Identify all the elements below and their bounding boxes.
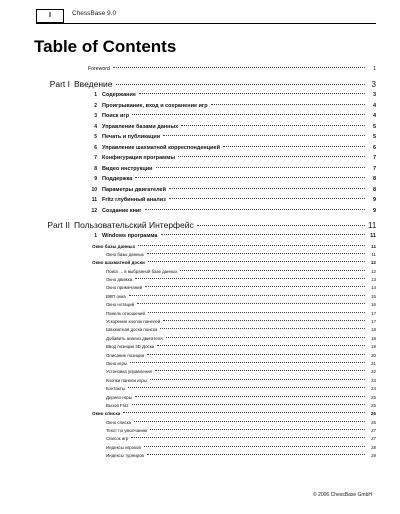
- toc-leader-dots: [139, 93, 365, 94]
- toc-page-number: 4: [372, 113, 376, 119]
- toc-page-number: 5: [372, 134, 376, 140]
- toc-entry-label: Видео инструкции: [102, 165, 153, 172]
- toc-entry[interactable]: [26, 369, 376, 377]
- toc-page-number: 11: [371, 251, 376, 257]
- toc-entry[interactable]: [26, 92, 376, 103]
- toc-page-number: 24: [371, 386, 376, 392]
- toc-entry-label: Окно игры: [106, 360, 128, 366]
- toc-page-number: 22: [371, 369, 376, 375]
- toc-page-number: 4: [372, 102, 376, 109]
- toc-entry[interactable]: [26, 166, 376, 177]
- toc-entry[interactable]: [26, 220, 376, 233]
- toc-leader-dots: [144, 446, 365, 447]
- toc-page-number: 11: [370, 233, 376, 239]
- toc-entry[interactable]: [26, 319, 376, 327]
- toc-leader-dots: [132, 404, 365, 405]
- toc-entry-label: Поиск ... в выбранной базе данных: [106, 268, 178, 274]
- toc-entry-label: Окно базы данных: [106, 251, 144, 257]
- toc-page-number: 14: [371, 285, 376, 291]
- toc-entry-label: Описание позиции: [106, 352, 145, 358]
- toc-entry-label: Foreword: [88, 66, 110, 72]
- toc-chapter-number: 8: [94, 165, 97, 172]
- toc-page-number: 21: [371, 360, 376, 366]
- toc-entry-label: Содержание: [102, 92, 136, 98]
- toc-leader-dots: [148, 261, 365, 262]
- toc-entry-label: Поиск игр: [102, 113, 130, 119]
- toc-entry[interactable]: [26, 134, 376, 145]
- toc-leader-dots: [181, 125, 365, 126]
- toc-leader-dots: [135, 396, 365, 397]
- toc-entry[interactable]: [26, 285, 376, 293]
- toc-entry[interactable]: [26, 252, 376, 260]
- toc-entry-label: Дерево игры: [106, 394, 132, 400]
- toc-page-number: 12: [370, 260, 376, 266]
- toc-entry[interactable]: [26, 403, 376, 411]
- toc-entry[interactable]: [26, 103, 376, 114]
- toc-leader-dots: [169, 198, 365, 199]
- toc-entry[interactable]: [26, 277, 376, 285]
- toc-leader-dots: [130, 362, 365, 363]
- toc-entry[interactable]: [26, 124, 376, 135]
- toc-entry[interactable]: [26, 336, 376, 344]
- toc-chapter-number: 10: [91, 186, 97, 193]
- toc-leader-dots: [160, 328, 365, 329]
- toc-entry[interactable]: [26, 66, 376, 77]
- toc-entry[interactable]: [26, 176, 376, 187]
- toc-page-number: 3: [371, 80, 376, 89]
- toc-entry[interactable]: [26, 395, 376, 403]
- toc-leader-dots: [113, 67, 365, 68]
- toc-entry-label: Панель отношений: [106, 310, 145, 316]
- toc-entry-label: Окно нотаций: [106, 302, 135, 308]
- toc-leader-dots: [155, 370, 365, 371]
- toc-entry[interactable]: [26, 260, 376, 268]
- toc-leader-dots: [166, 337, 365, 338]
- toc-entry[interactable]: [26, 445, 376, 453]
- toc-leader-dots: [123, 412, 365, 413]
- toc-leader-dots: [156, 167, 366, 168]
- toc-entry-label: Окно базы данных: [92, 243, 136, 249]
- toc-part-label: Part I: [49, 79, 70, 89]
- toc-entry[interactable]: [26, 353, 376, 361]
- toc-leader-dots: [128, 387, 365, 388]
- toc-page-number: 11: [368, 221, 377, 230]
- toc-page-number: 8: [372, 186, 376, 193]
- toc-entry[interactable]: [26, 311, 376, 319]
- toc-entry-label: Шахматная доска поиска: [106, 327, 158, 333]
- toc-entry-label: Список игр: [106, 436, 129, 442]
- toc-entry-label: Параметры двигателей: [102, 186, 166, 193]
- toc-entry-label: Конфигурация программы: [102, 155, 176, 161]
- toc-entry-label: Индексы турниров: [106, 453, 144, 459]
- toc-entry[interactable]: [26, 344, 376, 352]
- toc-entry[interactable]: [26, 79, 376, 92]
- toc-page-number: 7: [372, 165, 376, 172]
- toc-entry[interactable]: [26, 327, 376, 335]
- toc-entry[interactable]: [26, 294, 376, 302]
- toc-entry-label: Окно шахматной доски: [92, 260, 145, 266]
- toc-chapter-number: 1: [94, 233, 97, 239]
- toc-page-number: 5: [372, 123, 376, 130]
- toc-leader-dots: [134, 421, 365, 422]
- toc-page-number: 11: [371, 243, 376, 249]
- toc-entry-label: Кнопки панели игры: [106, 377, 147, 383]
- toc-entry[interactable]: [26, 187, 376, 198]
- table-of-contents: [26, 66, 376, 462]
- toc-entry-label: Создание книг: [102, 207, 142, 214]
- toc-entry[interactable]: [26, 411, 376, 419]
- toc-entry-label: ВФП окна: [106, 293, 126, 299]
- toc-entry-label: Добавить анализ двигателя: [106, 335, 163, 341]
- toc-entry[interactable]: [26, 208, 376, 219]
- toc-entry[interactable]: [26, 386, 376, 394]
- toc-entry[interactable]: [26, 378, 376, 386]
- toc-entry[interactable]: [26, 453, 376, 461]
- toc-chapter-number: 5: [94, 134, 97, 140]
- toc-entry[interactable]: [26, 361, 376, 369]
- toc-page-number: 25: [371, 402, 376, 408]
- toc-chapter-number: 4: [94, 123, 97, 130]
- toc-entry-label: Индексы игроков: [106, 444, 141, 450]
- header-rule: [36, 23, 376, 24]
- toc-entry[interactable]: [26, 436, 376, 444]
- toc-leader-dots: [131, 437, 365, 438]
- toc-entry[interactable]: [26, 302, 376, 310]
- toc-entry-label: Окно списка: [106, 419, 132, 425]
- toc-page-number: 12: [371, 268, 376, 274]
- toc-page-number: 18: [371, 335, 376, 341]
- toc-chapter-number: 7: [94, 155, 97, 161]
- toc-page-number: 17: [371, 310, 376, 316]
- toc-page-number: 23: [371, 377, 376, 383]
- toc-entry-label: Печать и публикации: [102, 134, 161, 140]
- toc-page-number: 29: [371, 453, 376, 459]
- toc-entry[interactable]: [26, 233, 376, 244]
- toc-entry-label: Поддержка: [102, 176, 133, 182]
- toc-leader-dots: [163, 320, 365, 321]
- toc-leader-dots: [211, 104, 365, 105]
- toc-page-number: 9: [372, 207, 376, 214]
- running-title: ChessBase 9.0: [72, 10, 117, 17]
- toc-leader-dots: [145, 286, 365, 287]
- toc-chapter-number: 9: [94, 176, 97, 182]
- toc-entry-label: Установка управления: [106, 369, 152, 375]
- toc-leader-dots: [180, 270, 365, 271]
- toc-page-number: 26: [371, 419, 376, 425]
- toc-page-number: 6: [372, 144, 376, 151]
- copyright-footer: © 2006 ChessBase GmbH: [313, 492, 372, 498]
- toc-leader-dots: [197, 225, 365, 226]
- toc-entry-label: Ввод позиции 3D Доски: [106, 344, 155, 350]
- toc-leader-dots: [150, 379, 365, 380]
- toc-entry-label: Вызов Fritz: [106, 402, 129, 408]
- toc-entry-label: Пользовательский Интерфейс: [74, 220, 194, 230]
- page-header: [36, 9, 376, 23]
- toc-entry-label: Управление шахматной корреспонденцией: [102, 144, 220, 151]
- toc-leader-dots: [132, 114, 365, 115]
- toc-leader-dots: [150, 429, 365, 430]
- toc-entry[interactable]: [26, 155, 376, 166]
- toc-chapter-number: 3: [94, 113, 97, 119]
- toc-page-number: 26: [370, 411, 376, 417]
- toc-entry[interactable]: [26, 244, 376, 252]
- toc-leader-dots: [147, 354, 365, 355]
- toc-leader-dots: [163, 135, 365, 136]
- toc-page-number: 16: [371, 302, 376, 308]
- toc-page-number: 20: [371, 352, 376, 358]
- toc-leader-dots: [161, 234, 366, 235]
- toc-leader-dots: [129, 295, 365, 296]
- toc-entry-label: Ускорение кнопок панелей: [106, 319, 161, 325]
- toc-page-number: 18: [371, 327, 376, 333]
- toc-page-number: 8: [372, 176, 376, 182]
- toc-chapter-number: 11: [91, 197, 97, 203]
- toc-chapter-number: 2: [94, 102, 97, 109]
- toc-part-label: Part II: [47, 220, 70, 230]
- toc-leader-dots: [138, 245, 365, 246]
- toc-page-number: 27: [371, 428, 376, 434]
- toc-entry-label: Текст по умолчанию: [106, 428, 148, 434]
- toc-leader-dots: [178, 156, 365, 157]
- toc-entry[interactable]: [26, 113, 376, 124]
- toc-page-number: 25: [371, 394, 376, 400]
- toc-entry-label: Windows программа: [102, 233, 158, 239]
- toc-chapter-number: 6: [94, 144, 97, 151]
- toc-entry-label: Окно движка: [106, 277, 133, 283]
- toc-page-number: 19: [371, 344, 376, 350]
- toc-page-number: 27: [371, 436, 376, 442]
- toc-leader-dots: [116, 84, 366, 85]
- toc-entry[interactable]: [26, 428, 376, 436]
- toc-chapter-number: 1: [94, 92, 97, 98]
- toc-entry[interactable]: [26, 197, 376, 208]
- toc-entry-label: Окно примечаний: [106, 285, 143, 291]
- toc-leader-dots: [135, 177, 365, 178]
- page-number: I: [36, 9, 64, 23]
- toc-page-number: 9: [372, 197, 376, 203]
- toc-leader-dots: [135, 278, 365, 279]
- toc-entry-label: Введение: [74, 79, 113, 89]
- toc-entry[interactable]: [26, 269, 376, 277]
- toc-page-number: 3: [372, 92, 376, 98]
- toc-entry-label: Окно списка: [92, 411, 121, 417]
- toc-page-number: 28: [371, 444, 376, 450]
- toc-leader-dots: [223, 146, 365, 147]
- toc-entry-label: Контакты: [106, 386, 125, 392]
- toc-page-number: 17: [371, 319, 376, 325]
- toc-page-number: 7: [372, 155, 376, 161]
- toc-entry[interactable]: [26, 145, 376, 156]
- toc-leader-dots: [148, 312, 365, 313]
- toc-entry-label: Управление базами данных: [102, 123, 179, 130]
- toc-leader-dots: [145, 209, 365, 210]
- toc-leader-dots: [147, 454, 365, 455]
- toc-leader-dots: [137, 303, 365, 304]
- toc-entry-label: Fritz глубинный анализ: [102, 197, 166, 203]
- toc-leader-dots: [169, 188, 365, 189]
- toc-page-number: 13: [371, 277, 376, 283]
- toc-entry[interactable]: [26, 420, 376, 428]
- toc-chapter-number: 12: [91, 207, 97, 214]
- page-title: Table of Contents: [34, 37, 177, 56]
- toc-entry-label: Проигрывание, вход и сохранение игр: [102, 102, 208, 109]
- toc-leader-dots: [147, 253, 365, 254]
- toc-page-number: 15: [371, 293, 376, 299]
- toc-leader-dots: [157, 345, 365, 346]
- toc-page-number: 1: [373, 66, 376, 72]
